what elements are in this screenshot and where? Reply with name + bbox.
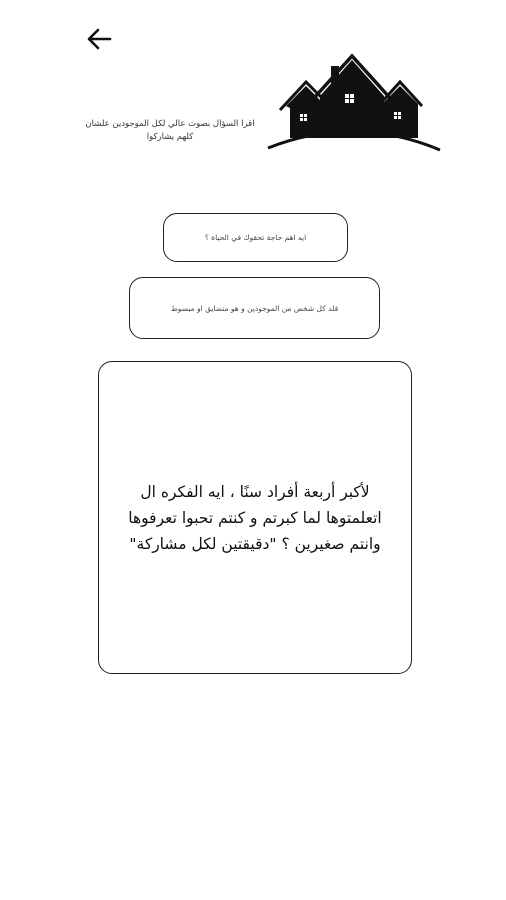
option-button-1[interactable]: ايه اهم حاجة تحقوك في الحياة ؟: [163, 213, 348, 262]
arrow-left-icon: [86, 28, 112, 50]
question-text: لأكبر أربعة أفراد سنًا ، ايه الفكره ال اتعلمتوها لما كبرتم و كنتم تحبوا تعرفوها وانتم صغيرين ؟ "دقيقتين لكل مشاركة": [128, 482, 382, 553]
back-button[interactable]: [84, 24, 114, 54]
option-button-2[interactable]: قلد كل شخص من الموجودين و هو متضايق او مبسوط: [129, 277, 380, 339]
question-card: [98, 361, 412, 674]
instruction-text: اقرا السؤال بصوت عالي لكل الموجودين علشان كلهم يشاركوا: [85, 119, 255, 142]
houses-logo-icon: [264, 52, 444, 154]
